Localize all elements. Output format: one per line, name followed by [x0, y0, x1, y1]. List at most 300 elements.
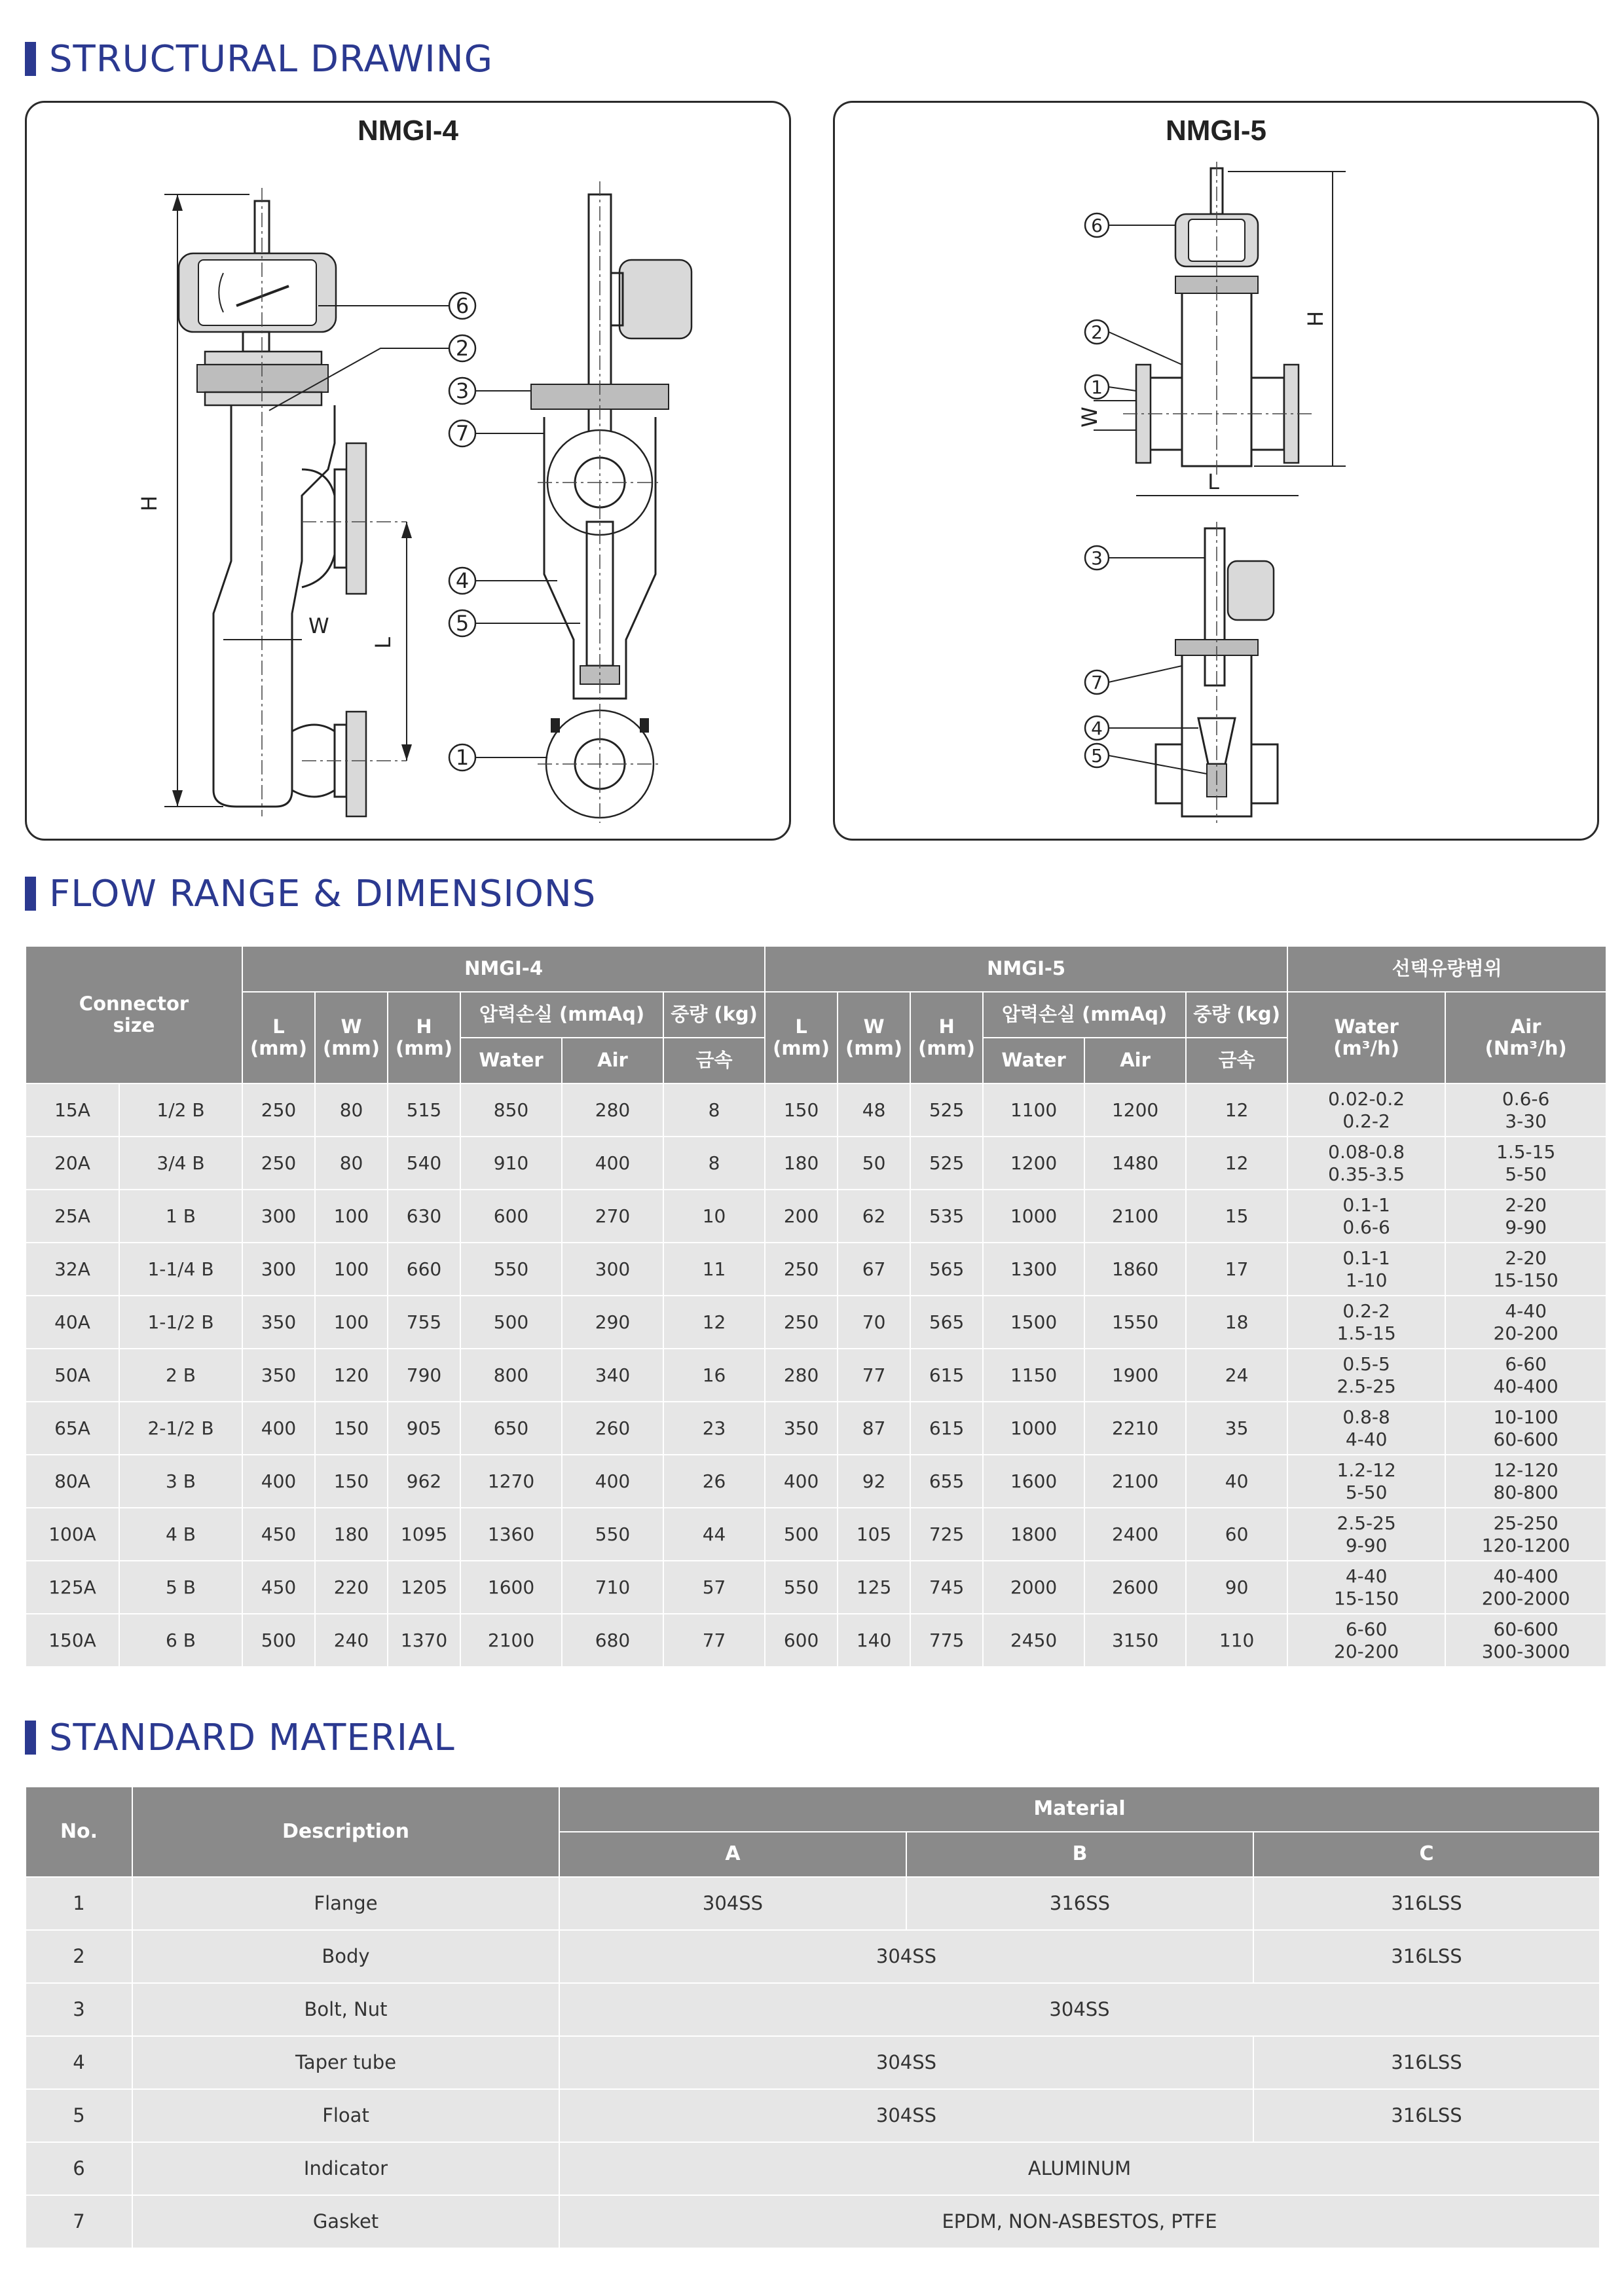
material-c-header: C	[1253, 1832, 1600, 1877]
table-cell: 25-250 120-1200	[1445, 1508, 1606, 1561]
table-cell: 44	[663, 1508, 765, 1561]
table-cell: 0.6-6 3-30	[1445, 1084, 1606, 1137]
nmgi5-header: NMGI-5	[765, 946, 1287, 992]
h-arrow-bottom	[172, 790, 183, 807]
table-cell: 340	[562, 1349, 663, 1402]
material-cell: 316LSS	[1253, 2089, 1600, 2142]
part-number: 7	[26, 2195, 132, 2248]
table-cell: 125	[838, 1561, 910, 1614]
table-cell: 2-20 9-90	[1445, 1190, 1606, 1243]
table-cell: 350	[242, 1349, 315, 1402]
flow-table-body	[26, 1084, 1606, 1667]
table-cell: 270	[562, 1190, 663, 1243]
table-cell: 540	[388, 1137, 460, 1190]
table-cell: 0.08-0.8 0.35-3.5	[1287, 1137, 1445, 1190]
table-cell: 20A	[26, 1137, 119, 1190]
table-cell: 120	[315, 1349, 388, 1402]
table-cell: 2600	[1084, 1561, 1186, 1614]
leader-7	[1109, 666, 1182, 682]
drawing-title: NMGI-5	[1166, 115, 1266, 147]
table-cell: 280	[765, 1349, 838, 1402]
table-cell: 525	[910, 1084, 983, 1137]
select-water-header: Water (m³/h)	[1287, 992, 1445, 1084]
table-cell: 650	[460, 1402, 562, 1455]
table-cell: 4-40 20-200	[1445, 1296, 1606, 1349]
body-outline	[213, 405, 335, 807]
water-header: Water	[460, 1038, 562, 1084]
table-cell: 1370	[388, 1614, 460, 1667]
table-cell: 550	[562, 1508, 663, 1561]
l-label: L	[371, 637, 396, 649]
metal-header: 금속	[663, 1038, 765, 1084]
table-cell: 500	[765, 1508, 838, 1561]
table-row	[26, 1455, 1606, 1508]
table-cell: 1.5-15 5-50	[1445, 1137, 1606, 1190]
upper-flange-neck	[335, 469, 346, 568]
table-cell: 2.5-25 9-90	[1287, 1508, 1445, 1561]
table-row	[26, 2142, 1600, 2195]
table-cell: 65A	[26, 1402, 119, 1455]
table-cell: 180	[315, 1508, 388, 1561]
table-cell: 450	[242, 1561, 315, 1614]
material-cell: 304SS	[559, 1877, 906, 1930]
table-cell: 615	[910, 1402, 983, 1455]
upper-branch	[302, 469, 335, 587]
table-cell: 100	[315, 1190, 388, 1243]
section-marker	[25, 877, 36, 911]
table-cell: 2210	[1084, 1402, 1186, 1455]
table-cell: 67	[838, 1243, 910, 1296]
table-cell: 24	[1186, 1349, 1287, 1402]
table-cell: 60-600 300-3000	[1445, 1614, 1606, 1667]
section-title: STANDARD MATERIAL	[49, 1716, 455, 1759]
table-cell: 10	[663, 1190, 765, 1243]
table-cell: 200	[765, 1190, 838, 1243]
table-cell: 12	[1186, 1137, 1287, 1190]
table-cell: 1-1/2 B	[119, 1296, 242, 1349]
table-cell: 17	[1186, 1243, 1287, 1296]
table-cell: 850	[460, 1084, 562, 1137]
table-row	[26, 2089, 1600, 2142]
water-header: Water	[983, 1038, 1084, 1084]
table-cell: 57	[663, 1561, 765, 1614]
table-cell: 80	[315, 1137, 388, 1190]
table-cell: 8	[663, 1137, 765, 1190]
table-row	[26, 1296, 1606, 1349]
material-cell: EPDM, NON-ASBESTOS, PTFE	[559, 2195, 1600, 2248]
bolt-right	[640, 718, 649, 733]
table-cell: 77	[838, 1349, 910, 1402]
drawing-panel-nmgi5	[833, 101, 1599, 841]
table-row	[26, 1243, 1606, 1296]
neck	[243, 332, 269, 352]
table-cell: 1860	[1084, 1243, 1186, 1296]
table-cell: 1-1/4 B	[119, 1243, 242, 1296]
part-number: 1	[26, 1877, 132, 1930]
callout-4-label: 4	[1091, 718, 1103, 739]
air-header: Air	[562, 1038, 663, 1084]
table-cell: 535	[910, 1190, 983, 1243]
h-label: H	[137, 495, 162, 512]
table-cell: 400	[562, 1455, 663, 1508]
material-a-header: A	[559, 1832, 906, 1877]
table-cell: 80A	[26, 1455, 119, 1508]
weight-header: 중량 (kg)	[663, 992, 765, 1038]
table-cell: 250	[242, 1137, 315, 1190]
callout-5-label: 5	[1091, 745, 1103, 767]
section-marker	[25, 42, 36, 76]
section-structural-drawing	[25, 38, 493, 80]
table-cell: 77	[663, 1614, 765, 1667]
part-description: Flange	[132, 1877, 559, 1930]
table-cell: 800	[460, 1349, 562, 1402]
table-cell: 150	[765, 1084, 838, 1137]
table-cell: 1095	[388, 1508, 460, 1561]
table-cell: 515	[388, 1084, 460, 1137]
description-header: Description	[132, 1787, 559, 1877]
part-number: 2	[26, 1930, 132, 1983]
table-cell: 1270	[460, 1455, 562, 1508]
lower-flange	[346, 712, 366, 816]
table-row	[26, 1614, 1606, 1667]
table-cell: 725	[910, 1508, 983, 1561]
table-cell: 23	[663, 1402, 765, 1455]
part-description: Indicator	[132, 2142, 559, 2195]
table-cell: 12	[663, 1296, 765, 1349]
material-cell: 316LSS	[1253, 1930, 1600, 1983]
table-cell: 615	[910, 1349, 983, 1402]
table-cell: 350	[242, 1296, 315, 1349]
metal-header: 금속	[1186, 1038, 1287, 1084]
h-header: H (mm)	[910, 992, 983, 1084]
table-cell: 80	[315, 1084, 388, 1137]
table-cell: 300	[242, 1243, 315, 1296]
table-cell: 25A	[26, 1190, 119, 1243]
table-cell: 40	[1186, 1455, 1287, 1508]
table-cell: 1500	[983, 1296, 1084, 1349]
no-header: No.	[26, 1787, 132, 1877]
table-cell: 400	[242, 1455, 315, 1508]
callout-3-label: 3	[455, 378, 470, 403]
material-cell: 316SS	[906, 1877, 1253, 1930]
drawing-title: NMGI-4	[358, 115, 458, 147]
table-cell: 100	[315, 1296, 388, 1349]
callout-2-label: 2	[1091, 321, 1103, 343]
table-cell: 87	[838, 1402, 910, 1455]
table-cell: 755	[388, 1296, 460, 1349]
table-cell: 40A	[26, 1296, 119, 1349]
table-cell: 400	[765, 1455, 838, 1508]
table-cell: 400	[242, 1402, 315, 1455]
drawing-panel-nmgi4	[25, 101, 791, 841]
part-number: 3	[26, 1983, 132, 2036]
callout-1-label: 1	[1091, 376, 1103, 398]
part-number: 4	[26, 2036, 132, 2089]
table-row	[26, 1137, 1606, 1190]
table-cell: 4-40 15-150	[1287, 1561, 1445, 1614]
table-row	[26, 1508, 1606, 1561]
callout-1-label: 1	[455, 745, 470, 770]
table-cell: 962	[388, 1455, 460, 1508]
w-label: W	[1077, 407, 1102, 428]
table-cell: 1200	[1084, 1084, 1186, 1137]
table-cell: 2100	[460, 1614, 562, 1667]
table-cell: 250	[765, 1243, 838, 1296]
table-cell: 300	[242, 1190, 315, 1243]
table-cell: 2000	[983, 1561, 1084, 1614]
table-cell: 3 B	[119, 1455, 242, 1508]
table-cell: 100	[315, 1243, 388, 1296]
table-cell: 2 B	[119, 1349, 242, 1402]
selectable-flow-range-header: 선택유량범위	[1287, 946, 1606, 992]
callout-4-label: 4	[455, 568, 470, 593]
material-cell: 304SS	[559, 1930, 1253, 1983]
material-table-body	[26, 1877, 1600, 2248]
material-cell: ALUMINUM	[559, 2142, 1600, 2195]
callout-6-label: 6	[455, 293, 470, 318]
table-cell: 1600	[460, 1561, 562, 1614]
table-cell: 2100	[1084, 1455, 1186, 1508]
table-cell: 100A	[26, 1508, 119, 1561]
section-title: STRUCTURAL DRAWING	[49, 37, 494, 81]
table-row	[26, 1190, 1606, 1243]
table-cell: 180	[765, 1137, 838, 1190]
table-cell: 1/2 B	[119, 1084, 242, 1137]
table-cell: 6 B	[119, 1614, 242, 1667]
l-label: L	[1208, 469, 1219, 494]
material-header: Material	[559, 1787, 1600, 1832]
material-cell: 304SS	[559, 1983, 1600, 2036]
material-cell: 316LSS	[1253, 1877, 1600, 1930]
table-cell: 2-20 15-150	[1445, 1243, 1606, 1296]
table-cell: 1.2-12 5-50	[1287, 1455, 1445, 1508]
table-cell: 550	[460, 1243, 562, 1296]
table-cell: 1300	[983, 1243, 1084, 1296]
h-label: H	[1303, 310, 1328, 327]
table-cell: 565	[910, 1296, 983, 1349]
w-label: W	[308, 613, 329, 638]
table-cell: 12-120 80-800	[1445, 1455, 1606, 1508]
part-description: Body	[132, 1930, 559, 1983]
table-cell: 110	[1186, 1614, 1287, 1667]
table-cell: 1800	[983, 1508, 1084, 1561]
table-cell: 0.1-1 0.6-6	[1287, 1190, 1445, 1243]
table-cell: 16	[663, 1349, 765, 1402]
l-header: L (mm)	[242, 992, 315, 1084]
top-flange	[205, 352, 322, 365]
connector-size-header: Connector size	[26, 946, 242, 1084]
table-cell: 18	[1186, 1296, 1287, 1349]
table-cell: 2100	[1084, 1190, 1186, 1243]
table-cell: 26	[663, 1455, 765, 1508]
table-cell: 1900	[1084, 1349, 1186, 1402]
table-cell: 2450	[983, 1614, 1084, 1667]
table-cell: 525	[910, 1137, 983, 1190]
table-cell: 905	[388, 1402, 460, 1455]
leader-5	[1109, 756, 1207, 774]
callout-5-label: 5	[455, 611, 470, 636]
table-cell: 250	[242, 1084, 315, 1137]
table-cell: 15	[1186, 1190, 1287, 1243]
section-right-neck	[1251, 744, 1278, 803]
table-cell: 290	[562, 1296, 663, 1349]
table-cell: 0.1-1 1-10	[1287, 1243, 1445, 1296]
table-cell: 550	[765, 1561, 838, 1614]
table-cell: 1205	[388, 1561, 460, 1614]
table-cell: 0.2-2 1.5-15	[1287, 1296, 1445, 1349]
h-arrow-top	[172, 194, 183, 211]
table-cell: 1100	[983, 1084, 1084, 1137]
part-description: Taper tube	[132, 2036, 559, 2089]
part-description: Bolt, Nut	[132, 1983, 559, 2036]
part-number: 6	[26, 2142, 132, 2195]
table-cell: 5 B	[119, 1561, 242, 1614]
table-cell: 2-1/2 B	[119, 1402, 242, 1455]
nmgi5-drawing	[835, 103, 1597, 839]
table-cell: 105	[838, 1508, 910, 1561]
l-header: L (mm)	[765, 992, 838, 1084]
table-cell: 12	[1186, 1084, 1287, 1137]
section-standard-material	[25, 1717, 455, 1758]
section-marker	[25, 1721, 36, 1755]
table-cell: 62	[838, 1190, 910, 1243]
table-cell: 680	[562, 1614, 663, 1667]
section-title: FLOW RANGE & DIMENSIONS	[49, 872, 597, 915]
l-arrow-top	[401, 522, 412, 538]
table-cell: 6-60 40-400	[1445, 1349, 1606, 1402]
callout-6-label: 6	[1091, 215, 1103, 236]
table-cell: 260	[562, 1402, 663, 1455]
w-header: W (mm)	[838, 992, 910, 1084]
table-cell: 250	[765, 1296, 838, 1349]
part-description: Float	[132, 2089, 559, 2142]
table-cell: 11	[663, 1243, 765, 1296]
table-cell: 600	[765, 1614, 838, 1667]
callout-7-label: 7	[455, 421, 470, 446]
table-row	[26, 2195, 1600, 2248]
table-cell: 710	[562, 1561, 663, 1614]
table-row	[26, 1930, 1600, 1983]
table-cell: 1000	[983, 1190, 1084, 1243]
material-cell: 316LSS	[1253, 2036, 1600, 2089]
table-cell: 15A	[26, 1084, 119, 1137]
table-cell: 150A	[26, 1614, 119, 1667]
table-cell: 40-400 200-2000	[1445, 1561, 1606, 1614]
callout-2-label: 2	[455, 336, 470, 361]
leader-1	[1109, 387, 1136, 391]
section-flow-range	[25, 873, 596, 915]
h-header: H (mm)	[388, 992, 460, 1084]
table-cell: 48	[838, 1084, 910, 1137]
nmgi4-drawing	[27, 103, 789, 839]
table-cell: 240	[315, 1614, 388, 1667]
table-cell: 400	[562, 1137, 663, 1190]
table-cell: 1200	[983, 1137, 1084, 1190]
callout-3-label: 3	[1091, 547, 1103, 569]
select-air-header: Air (Nm³/h)	[1445, 992, 1606, 1084]
table-cell: 90	[1186, 1561, 1287, 1614]
top-flange-lower	[205, 392, 322, 405]
table-cell: 3150	[1084, 1614, 1186, 1667]
table-row	[26, 1877, 1600, 1930]
pressure-loss-header: 압력손실 (mmAq)	[983, 992, 1186, 1038]
table-cell: 745	[910, 1561, 983, 1614]
table-cell: 140	[838, 1614, 910, 1667]
table-cell: 565	[910, 1243, 983, 1296]
part-number: 5	[26, 2089, 132, 2142]
table-cell: 1150	[983, 1349, 1084, 1402]
table-row	[26, 1983, 1600, 2036]
material-cell: 304SS	[559, 2089, 1253, 2142]
l-arrow-bottom	[401, 744, 412, 761]
table-cell: 4 B	[119, 1508, 242, 1561]
table-cell: 1480	[1084, 1137, 1186, 1190]
table-row	[26, 1561, 1606, 1614]
table-cell: 775	[910, 1614, 983, 1667]
table-cell: 92	[838, 1455, 910, 1508]
table-cell: 0.5-5 2.5-25	[1287, 1349, 1445, 1402]
table-cell: 50	[838, 1137, 910, 1190]
table-cell: 125A	[26, 1561, 119, 1614]
leader-2	[1109, 332, 1182, 365]
table-row	[26, 2036, 1600, 2089]
table-cell: 1 B	[119, 1190, 242, 1243]
table-cell: 220	[315, 1561, 388, 1614]
table-cell: 70	[838, 1296, 910, 1349]
air-header: Air	[1084, 1038, 1186, 1084]
material-cell: 304SS	[559, 2036, 1253, 2089]
table-cell: 0.02-0.2 0.2-2	[1287, 1084, 1445, 1137]
callout-7-label: 7	[1091, 672, 1103, 693]
table-cell: 1000	[983, 1402, 1084, 1455]
pressure-loss-header: 압력손실 (mmAq)	[460, 992, 663, 1038]
bolt-left	[551, 718, 560, 733]
table-cell: 500	[242, 1614, 315, 1667]
table-cell: 600	[460, 1190, 562, 1243]
table-cell: 790	[388, 1349, 460, 1402]
table-cell: 3/4 B	[119, 1137, 242, 1190]
table-cell: 150	[315, 1455, 388, 1508]
table-cell: 35	[1186, 1402, 1287, 1455]
indicator-side	[619, 260, 692, 338]
guide-rod	[1205, 528, 1225, 685]
flow-range-table	[25, 945, 1607, 1667]
table-cell: 6-60 20-200	[1287, 1614, 1445, 1667]
table-cell: 350	[765, 1402, 838, 1455]
table-row	[26, 1402, 1606, 1455]
table-cell: 660	[388, 1243, 460, 1296]
w-header: W (mm)	[315, 992, 388, 1084]
table-cell: 300	[562, 1243, 663, 1296]
upper-flange	[346, 443, 366, 594]
indicator-side	[1228, 561, 1274, 620]
table-cell: 655	[910, 1455, 983, 1508]
nmgi4-header: NMGI-4	[242, 946, 765, 992]
table-cell: 32A	[26, 1243, 119, 1296]
section-left-neck	[1156, 744, 1182, 803]
table-cell: 450	[242, 1508, 315, 1561]
weight-header: 중량 (kg)	[1186, 992, 1287, 1038]
table-cell: 2400	[1084, 1508, 1186, 1561]
table-cell: 10-100 60-600	[1445, 1402, 1606, 1455]
table-cell: 60	[1186, 1508, 1287, 1561]
table-cell: 150	[315, 1402, 388, 1455]
part-description: Gasket	[132, 2195, 559, 2248]
table-cell: 50A	[26, 1349, 119, 1402]
material-table	[25, 1786, 1600, 2249]
table-cell: 630	[388, 1190, 460, 1243]
material-b-header: B	[906, 1832, 1253, 1877]
